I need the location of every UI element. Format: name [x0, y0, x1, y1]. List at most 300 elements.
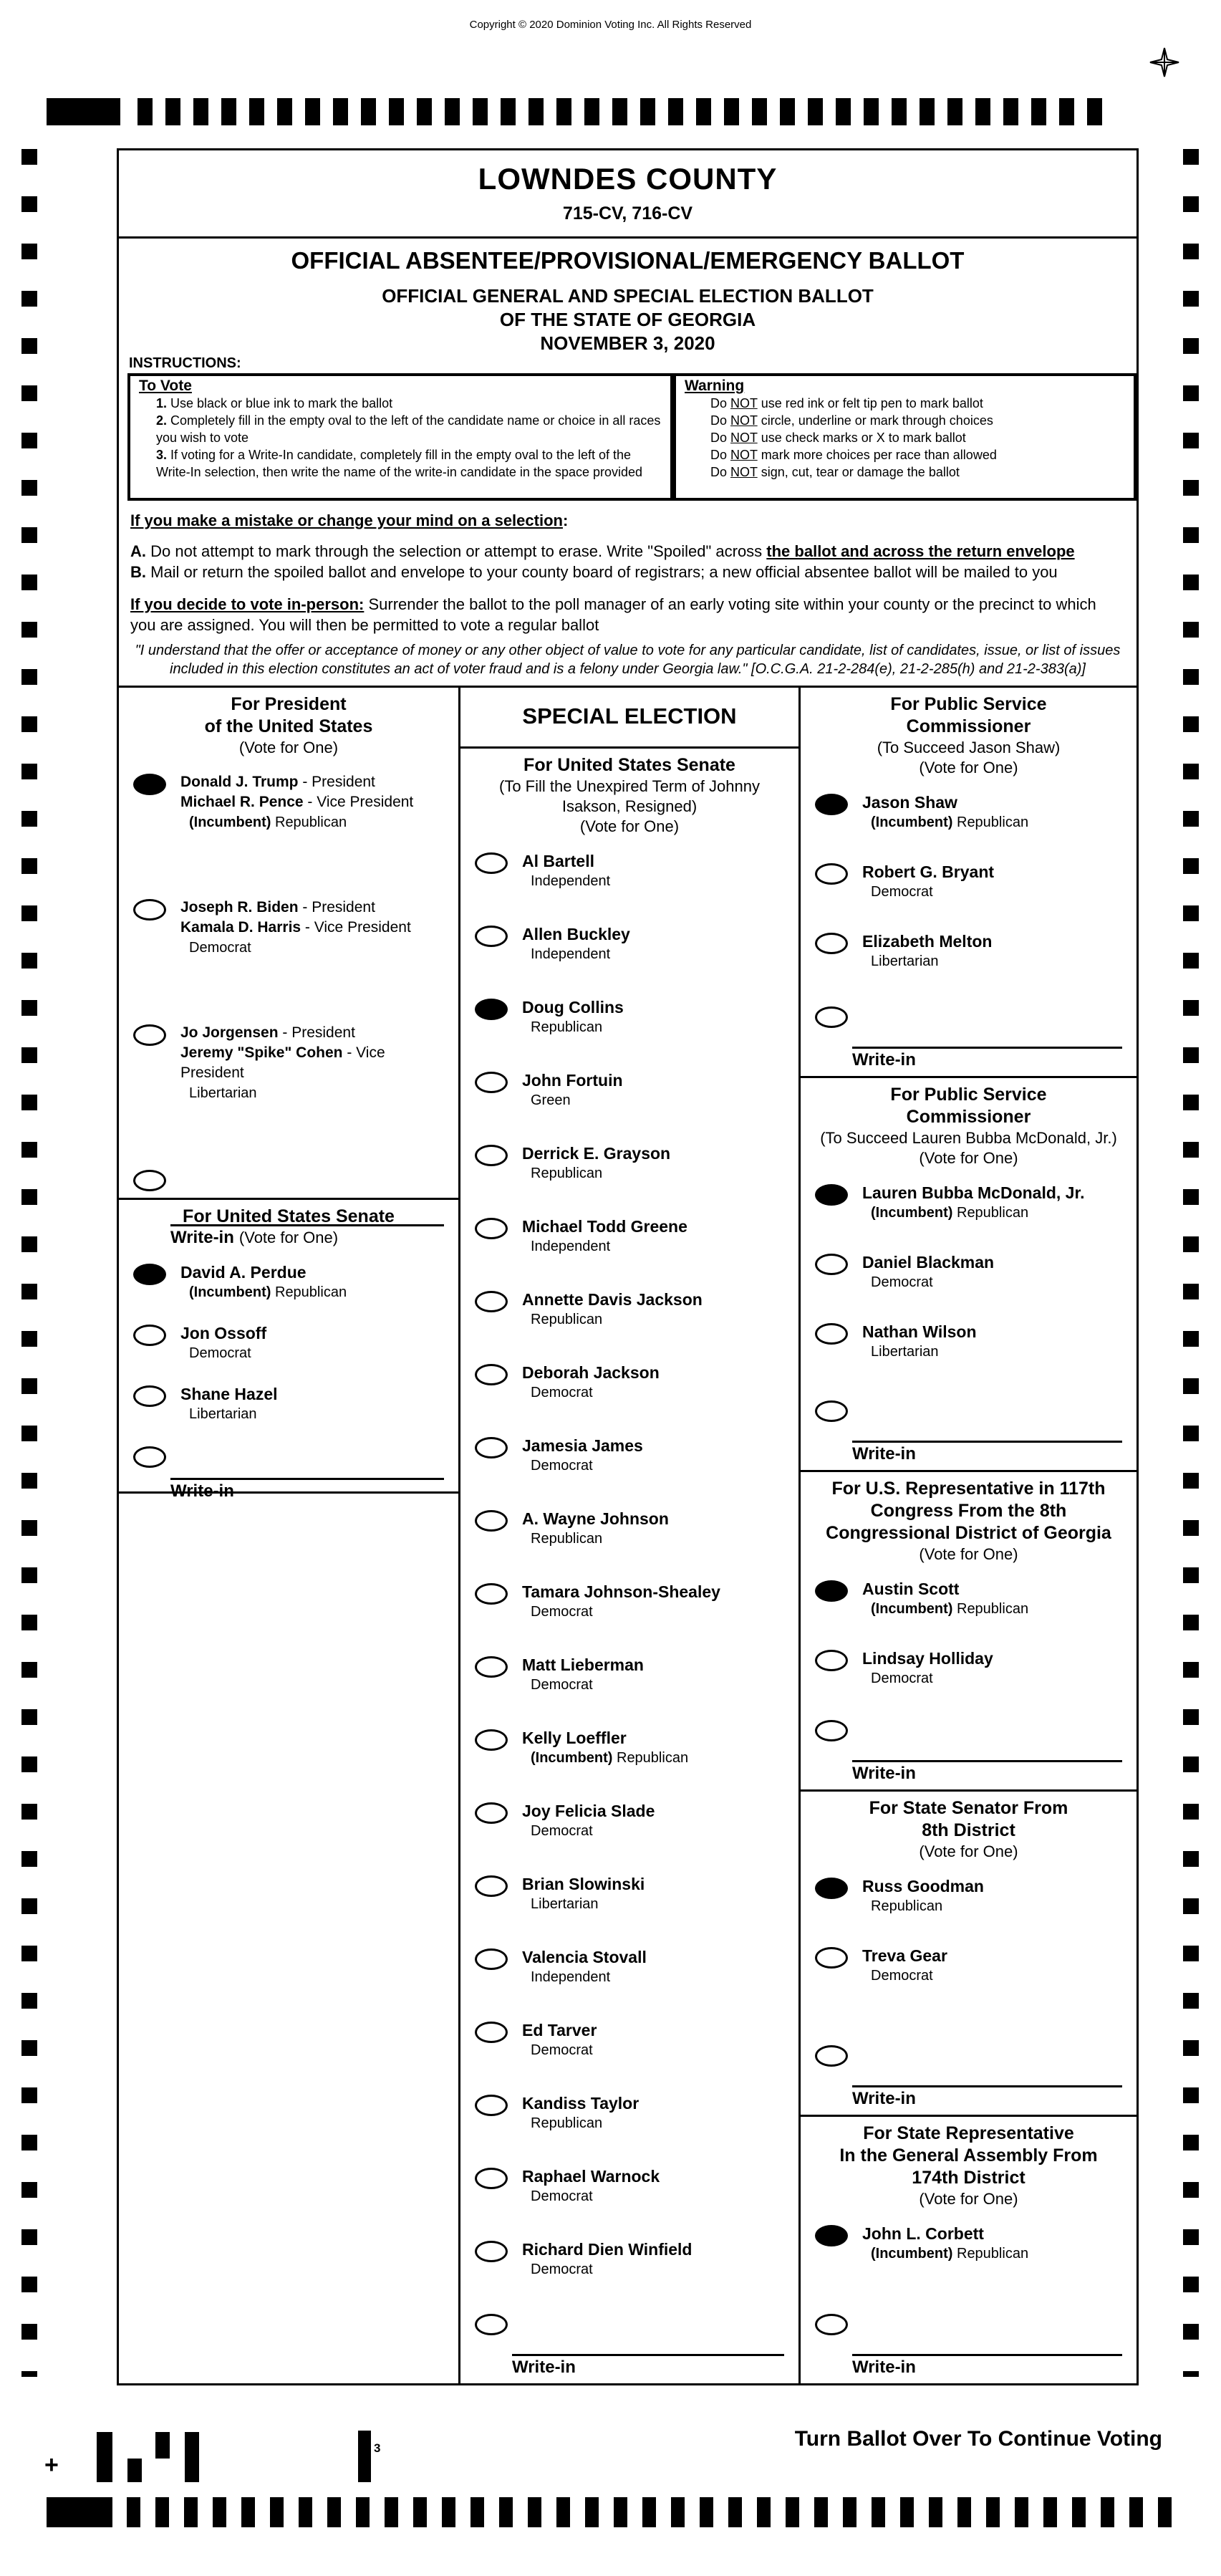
candidate-oval-us-senate-special-17[interactable] — [475, 2095, 508, 2116]
candidate-option — [463, 1655, 796, 1694]
candidate-text — [522, 997, 624, 1037]
candidate-text — [180, 1023, 451, 1102]
text-segment: sign, cut, tear or damage the ballot — [757, 464, 960, 479]
candidate-option — [122, 1262, 455, 1302]
candidate-oval-psc-mcdonald-1[interactable] — [815, 1254, 848, 1275]
candidate-text — [522, 1947, 647, 1986]
candidate-oval-us-senate-special-12[interactable] — [475, 1729, 508, 1751]
candidate-name — [862, 1252, 994, 1272]
candidate-name-bold: Jo Jorgensen — [180, 1024, 279, 1041]
candidate-oval-us-senate-2[interactable] — [133, 1385, 166, 1407]
candidate-name-bold: Jon Ossoff — [180, 1324, 267, 1342]
contest-title-line: In the General Assembly From — [839, 2145, 1098, 2166]
write-in-oval-us-rep-117[interactable] — [815, 1720, 848, 1741]
write-in-option — [803, 1005, 1134, 1076]
vote-for-instruction: (Vote for One) — [919, 1545, 1018, 1563]
candidate-name — [522, 2093, 639, 2113]
party-incumbent-label: (Incumbent) — [189, 1284, 271, 1300]
write-in-line[interactable] — [170, 1478, 444, 1480]
write-in-line[interactable] — [852, 2354, 1122, 2356]
party-name: Republican — [952, 1601, 1029, 1617]
candidate-name-suffix: - President — [298, 774, 375, 790]
candidate-party — [531, 1238, 687, 1256]
contest-title-line: For U.S. Representative in 117th — [831, 1479, 1106, 1499]
text-segment: Do — [710, 413, 731, 428]
candidate-name — [862, 1876, 984, 1896]
write-in-oval-president[interactable] — [133, 1170, 166, 1191]
candidate-party — [531, 873, 610, 890]
party-name: Democrat — [531, 2188, 593, 2204]
contest-column-middle — [460, 688, 801, 2383]
candidate-option — [463, 1143, 796, 1183]
write-in-label: Write-in — [852, 1444, 916, 1464]
write-in-line[interactable] — [512, 2354, 784, 2356]
candidate-name — [180, 898, 411, 918]
text-segment: NOT — [730, 413, 758, 428]
candidate-name-bold: Russ Goodman — [862, 1877, 984, 1895]
candidate-oval-us-senate-special-19[interactable] — [475, 2241, 508, 2262]
candidate-oval-state-senator-8-0[interactable] — [815, 1878, 848, 1899]
candidate-text — [862, 862, 994, 901]
candidate-text — [522, 1216, 687, 1256]
candidate-name — [522, 1947, 647, 1967]
candidate-oval-us-senate-special-2[interactable] — [475, 999, 508, 1020]
candidate-oval-president-1[interactable] — [133, 899, 166, 921]
party-name: Democrat — [531, 1604, 593, 1620]
text-segment: Do — [710, 447, 731, 462]
candidate-oval-psc-mcdonald-0[interactable] — [815, 1184, 848, 1206]
to-vote-item — [136, 446, 665, 481]
candidate-name-bold: Lindsay Holliday — [862, 1649, 993, 1668]
candidate-oval-psc-shaw-1[interactable] — [815, 863, 848, 885]
candidate-name — [522, 1363, 660, 1383]
candidate-name — [522, 851, 610, 871]
warning-heading: Warning — [685, 377, 745, 394]
candidate-name-bold: Kamala D. Harris — [180, 919, 301, 936]
candidate-option — [463, 2020, 796, 2060]
candidate-oval-us-senate-special-8[interactable] — [475, 1437, 508, 1458]
candidate-party — [531, 1019, 624, 1037]
candidate-name — [522, 2239, 692, 2259]
party-name: Republican — [271, 814, 347, 830]
candidate-party — [531, 1092, 623, 1110]
contest-subtitle-line: Isakson, Resigned) — [561, 797, 698, 815]
write-in-oval-state-rep-174[interactable] — [815, 2314, 848, 2335]
copyright-text: Copyright © 2020 Dominion Voting Inc. All Rights Reserved — [469, 19, 752, 31]
candidate-oval-us-senate-1[interactable] — [133, 1325, 166, 1346]
candidate-name-suffix: - Vice President — [180, 1044, 385, 1081]
candidate-name-bold: Kandiss Taylor — [522, 2094, 640, 2113]
candidate-name — [180, 918, 411, 938]
text-segment: If you make a mistake or change your mind on a selection — [130, 511, 563, 530]
candidate-party — [871, 814, 1028, 832]
candidate-party — [871, 1274, 994, 1292]
contest-column-left — [119, 688, 460, 2383]
candidate-text — [862, 1946, 947, 1985]
ballot-subtitles — [119, 284, 1136, 355]
party-name: Republican — [871, 1898, 943, 1914]
instructions-label: INSTRUCTIONS: — [129, 355, 241, 371]
candidate-oval-us-senate-special-3[interactable] — [475, 1072, 508, 1093]
plus-mark: + — [44, 2451, 59, 2479]
ballot-id-bar — [185, 2432, 199, 2482]
candidate-option — [803, 2224, 1134, 2263]
contest-title-line: of the United States — [204, 716, 373, 736]
candidate-text — [522, 2239, 692, 2279]
county-codes: 715-CV, 716-CV — [562, 203, 693, 224]
special-election-banner: SPECIAL ELECTION — [460, 688, 798, 749]
write-in-label: Write-in — [512, 2358, 576, 2377]
candidate-option — [803, 1648, 1134, 1688]
text-segment: Do — [710, 430, 731, 445]
candidate-oval-us-rep-117-0[interactable] — [815, 1580, 848, 1602]
candidate-name-bold: Nathan Wilson — [862, 1322, 977, 1341]
warning-item — [682, 395, 1128, 412]
candidate-name — [862, 1322, 977, 1342]
candidate-name — [522, 1874, 645, 1894]
candidate-text — [522, 1655, 644, 1694]
contest-title-line: For Public Service — [890, 694, 1047, 714]
write-in-label: Write-in — [852, 2089, 916, 2108]
candidate-option — [463, 851, 796, 890]
vote-for-instruction: (Vote for One) — [919, 1149, 1018, 1167]
write-in-line[interactable] — [852, 1760, 1122, 1762]
vote-for-instruction: (Vote for One) — [238, 739, 339, 756]
candidate-name-bold: Kelly Loeffler — [522, 1729, 627, 1747]
candidate-oval-us-senate-special-14[interactable] — [475, 1875, 508, 1897]
candidate-text — [180, 1384, 278, 1423]
candidate-party — [531, 1603, 720, 1621]
candidate-name-bold: Robert G. Bryant — [862, 862, 995, 881]
write-in-label: Write-in — [852, 1050, 916, 1070]
candidate-name — [180, 1384, 278, 1404]
text-segment: Use black or blue ink to mark the ballot — [167, 395, 393, 410]
candidate-oval-us-senate-special-7[interactable] — [475, 1364, 508, 1385]
party-incumbent-label: (Incumbent) — [871, 1205, 953, 1221]
party-name: Green — [531, 1092, 571, 1108]
candidate-party — [531, 1969, 647, 1986]
candidate-text — [522, 1070, 623, 1110]
text-segment: NOT — [730, 430, 758, 445]
write-in-oval-psc-shaw[interactable] — [815, 1006, 848, 1028]
candidate-option — [463, 1728, 796, 1767]
candidate-name — [862, 1579, 1028, 1599]
text-segment: 2. — [156, 413, 168, 428]
candidate-name — [522, 924, 630, 944]
candidate-name-bold: Deborah Jackson — [522, 1363, 660, 1382]
candidate-oval-us-senate-special-13[interactable] — [475, 1802, 508, 1824]
candidate-name-bold: Shane Hazel — [180, 1385, 278, 1403]
candidate-name-bold: Elizabeth Melton — [862, 932, 993, 951]
party-name: Independent — [531, 1969, 611, 1985]
contest-us-senate-special — [460, 749, 798, 2383]
vote-for-instruction: (Vote for One) — [238, 1229, 339, 1246]
candidate-name — [522, 1143, 670, 1163]
party-name: Republican — [271, 1284, 347, 1300]
candidate-oval-us-senate-special-0[interactable] — [475, 852, 508, 874]
timing-marks-bottom — [127, 2497, 1174, 2527]
candidate-text — [180, 1262, 347, 1302]
party-name: Democrat — [871, 1968, 933, 1984]
candidate-name-bold: Michael R. Pence — [180, 794, 304, 810]
candidate-name — [180, 772, 413, 792]
candidate-oval-us-senate-special-15[interactable] — [475, 1948, 508, 1970]
candidate-party — [189, 1085, 451, 1102]
timing-mark-top-bar — [47, 98, 120, 125]
text-segment: Completely fill in the empty oval to the left of the candidate name or choice in all races you wish to vote — [156, 413, 661, 445]
candidate-option — [803, 1579, 1134, 1618]
candidate-oval-us-senate-special-16[interactable] — [475, 2022, 508, 2043]
party-incumbent-label: (Incumbent) — [189, 814, 271, 830]
contest-column-right — [801, 688, 1136, 2383]
candidate-name-suffix: - President — [298, 899, 375, 915]
candidate-name — [522, 2166, 660, 2186]
candidate-name-bold: Al Bartell — [522, 852, 594, 870]
candidate-name — [522, 997, 624, 1017]
candidate-text — [180, 1323, 266, 1363]
warning-item — [682, 412, 1128, 429]
candidate-name-bold: John Fortuin — [522, 1071, 623, 1090]
text-segment: If voting for a Write-In candidate, completely fill in the empty oval to the left of the Write-In selection, then write the name of the write-in candidate in the space provided — [156, 447, 643, 479]
candidate-text — [522, 1143, 670, 1183]
timing-marks-left — [21, 149, 37, 2377]
write-in-oval-us-senate-special[interactable] — [475, 2314, 508, 2335]
candidate-text — [522, 1874, 645, 1913]
candidate-name — [522, 1582, 720, 1602]
candidate-name — [180, 1323, 266, 1343]
ballot-body — [117, 148, 1139, 2385]
candidate-name — [522, 1216, 687, 1236]
candidate-oval-us-senate-special-18[interactable] — [475, 2168, 508, 2189]
vote-for-instruction: (Vote for One) — [919, 2190, 1018, 2208]
candidate-oval-us-senate-special-10[interactable] — [475, 1583, 508, 1605]
candidate-name-bold: Jason Shaw — [862, 793, 957, 812]
candidate-option — [463, 1436, 796, 1475]
party-incumbent-label: (Incumbent) — [871, 1601, 953, 1617]
mistake-section — [119, 501, 1136, 633]
timing-marks-right — [1183, 149, 1199, 2377]
vote-for-instruction: (Vote for One) — [919, 759, 1018, 777]
candidate-name — [862, 1648, 993, 1668]
write-in-line[interactable] — [852, 1441, 1122, 1443]
candidate-text — [522, 1363, 660, 1402]
candidate-text — [180, 898, 411, 957]
to-vote-item — [136, 395, 665, 412]
candidate-name-bold: Jamesia James — [522, 1436, 643, 1455]
candidate-name-bold: Tamara Johnson-Shealey — [522, 1582, 720, 1601]
candidate-name-bold: Matt Lieberman — [522, 1655, 644, 1674]
candidate-oval-state-senator-8-1[interactable] — [815, 1947, 848, 1969]
to-vote-box — [127, 373, 673, 501]
write-in-line[interactable] — [852, 1047, 1122, 1049]
candidate-name-bold: A. Wayne Johnson — [522, 1509, 669, 1528]
candidate-option — [803, 1322, 1134, 1361]
candidate-party — [531, 2042, 597, 2060]
party-name: Republican — [612, 1750, 689, 1766]
contest-title-line: Commissioner — [906, 1107, 1031, 1127]
candidate-name — [522, 2020, 597, 2040]
candidate-option — [463, 1216, 796, 1256]
candidate-name — [862, 931, 992, 951]
candidate-option — [803, 1252, 1134, 1292]
candidate-option — [122, 1323, 455, 1363]
candidate-oval-president-0[interactable] — [133, 774, 166, 795]
candidate-option — [803, 1946, 1134, 1985]
candidate-party — [871, 1670, 993, 1688]
candidate-option — [463, 1070, 796, 1110]
candidate-name-suffix: - Vice President — [303, 794, 414, 810]
party-incumbent-label: (Incumbent) — [871, 2246, 953, 2262]
candidate-party — [189, 1284, 347, 1302]
text-segment: : — [562, 511, 569, 530]
candidate-name — [862, 2224, 1028, 2244]
ballot-subtitle-line: NOVEMBER 3, 2020 — [540, 332, 715, 354]
candidate-option — [122, 1023, 455, 1102]
candidate-oval-state-rep-174-0[interactable] — [815, 2225, 848, 2246]
candidate-name — [180, 1023, 451, 1043]
contest-state-rep-174 — [801, 2117, 1136, 2383]
write-in-oval-us-senate[interactable] — [133, 1446, 166, 1468]
party-name: Republican — [952, 2246, 1029, 2262]
mistake-item-a — [130, 541, 1125, 562]
contest-psc-mcdonald — [801, 1078, 1136, 1472]
candidate-text — [862, 1252, 994, 1292]
candidate-name-bold: David A. Perdue — [180, 1263, 307, 1282]
party-name: Democrat — [531, 1458, 593, 1474]
text-segment: Surrender the ballot to the poll manager of an early voting site within your county or the precinct to which you are assigned. You will then be permitted to vote a regular ballot — [130, 595, 1096, 635]
timing-mark-bottom-bar — [47, 2497, 112, 2527]
candidate-oval-us-senate-special-11[interactable] — [475, 1656, 508, 1678]
candidate-name-bold: Jeremy "Spike" Cohen — [180, 1044, 343, 1061]
text-segment: Do — [710, 395, 731, 410]
candidate-option — [803, 1183, 1134, 1222]
candidate-party — [531, 2115, 639, 2133]
text-segment: 3. — [156, 447, 168, 462]
candidate-option — [463, 1582, 796, 1621]
candidate-oval-us-senate-special-4[interactable] — [475, 1145, 508, 1166]
contest-title-line: 8th District — [922, 1820, 1015, 1840]
candidate-text — [522, 2020, 597, 2060]
candidate-party — [531, 2261, 692, 2279]
candidate-option — [122, 772, 455, 832]
ballot-subtitle-line: OFFICIAL GENERAL AND SPECIAL ELECTION BALLOT — [382, 284, 874, 307]
mistake-item-b — [130, 562, 1125, 582]
candidate-name-bold: Raphael Warnock — [522, 2167, 660, 2186]
candidate-oval-us-rep-117-1[interactable] — [815, 1650, 848, 1671]
write-in-option — [803, 2312, 1134, 2383]
party-name: Democrat — [531, 2042, 593, 2058]
candidate-name — [180, 1262, 347, 1282]
candidate-party — [531, 1822, 655, 1840]
candidate-name-bold: Joseph R. Biden — [180, 899, 299, 915]
candidate-text — [522, 2166, 660, 2206]
candidate-oval-us-senate-special-1[interactable] — [475, 926, 508, 947]
candidate-name-bold: Joy Felicia Slade — [522, 1802, 655, 1820]
candidate-name-bold: Michael Todd Greene — [522, 1217, 687, 1236]
contest-title-line: For State Senator From — [869, 1798, 1068, 1818]
ballot-subtitle-line: OF THE STATE OF GEORGIA — [499, 308, 756, 330]
contest-title-line: 174th District — [912, 2168, 1025, 2188]
candidate-oval-us-senate-0[interactable] — [133, 1264, 166, 1285]
candidate-name-bold: Derrick E. Grayson — [522, 1144, 671, 1163]
candidate-oval-psc-shaw-2[interactable] — [815, 933, 848, 954]
contest-us-senate — [119, 1200, 458, 1501]
warning-item — [682, 446, 1128, 463]
candidate-name — [522, 1655, 644, 1675]
party-name: Libertarian — [531, 1896, 599, 1912]
candidate-option — [122, 898, 455, 957]
candidate-party — [531, 946, 630, 963]
party-name: Republican — [952, 814, 1029, 830]
timing-marks-top — [137, 98, 1111, 125]
candidate-party — [871, 2245, 1028, 2263]
party-name: Democrat — [531, 1385, 593, 1400]
party-name: Republican — [952, 1205, 1029, 1221]
party-name: Democrat — [189, 940, 251, 956]
party-name: Democrat — [189, 1345, 251, 1361]
candidate-oval-us-senate-special-6[interactable] — [475, 1291, 508, 1312]
candidate-text — [862, 2224, 1028, 2263]
candidate-text — [862, 1876, 984, 1916]
text-segment: A. — [130, 542, 146, 561]
candidate-party — [189, 1345, 266, 1363]
candidate-option — [803, 792, 1134, 832]
candidate-oval-us-senate-special-5[interactable] — [475, 1218, 508, 1239]
party-name: Democrat — [871, 1671, 933, 1686]
candidate-text — [522, 1436, 643, 1475]
candidate-option — [803, 862, 1134, 901]
candidate-party — [531, 1676, 644, 1694]
candidate-name-bold: Brian Slowinski — [522, 1875, 645, 1893]
contest-grid — [119, 686, 1136, 2383]
candidate-oval-psc-mcdonald-2[interactable] — [815, 1323, 848, 1345]
party-name: Democrat — [531, 1677, 593, 1693]
candidate-option — [463, 1801, 796, 1840]
candidate-oval-president-2[interactable] — [133, 1024, 166, 1046]
ballot-title-section — [119, 239, 1136, 355]
candidate-text — [522, 851, 610, 890]
write-in-line[interactable] — [852, 2085, 1122, 2087]
write-in-oval-psc-mcdonald[interactable] — [815, 1400, 848, 1422]
candidate-oval-psc-shaw-0[interactable] — [815, 794, 848, 815]
text-segment: Do — [710, 464, 731, 479]
candidate-text — [522, 1728, 688, 1767]
candidate-name-bold: John L. Corbett — [862, 2224, 984, 2243]
contest-title-line: For State Representative — [863, 2123, 1074, 2143]
contest-subtitle-line: (To Succeed Jason Shaw) — [877, 739, 1061, 756]
candidate-party — [871, 1600, 1028, 1618]
candidate-name-bold: Lauren Bubba McDonald, Jr. — [862, 1183, 1085, 1202]
text-segment: mark more choices per race than allowed — [757, 447, 997, 462]
contest-us-rep-117 — [801, 1472, 1136, 1792]
party-name: Independent — [531, 873, 611, 889]
warning-item — [682, 429, 1128, 446]
write-in-option — [803, 1719, 1134, 1789]
to-vote-heading: To Vote — [139, 377, 192, 394]
candidate-option — [463, 1363, 796, 1402]
text-segment: circle, underline or mark through choices — [757, 413, 993, 428]
party-name: Libertarian — [871, 1344, 939, 1360]
candidate-party — [871, 1898, 984, 1916]
candidate-oval-us-senate-special-9[interactable] — [475, 1510, 508, 1532]
candidate-text — [522, 1801, 655, 1840]
contest-subtitle-line: (To Succeed Lauren Bubba McDonald, Jr.) — [820, 1129, 1117, 1147]
ballot-digit: 3 — [374, 2441, 381, 2455]
candidate-text — [862, 792, 1028, 832]
write-in-label: Write-in — [852, 2358, 916, 2377]
write-in-oval-state-senator-8[interactable] — [815, 2045, 848, 2067]
candidate-party — [531, 1457, 643, 1475]
